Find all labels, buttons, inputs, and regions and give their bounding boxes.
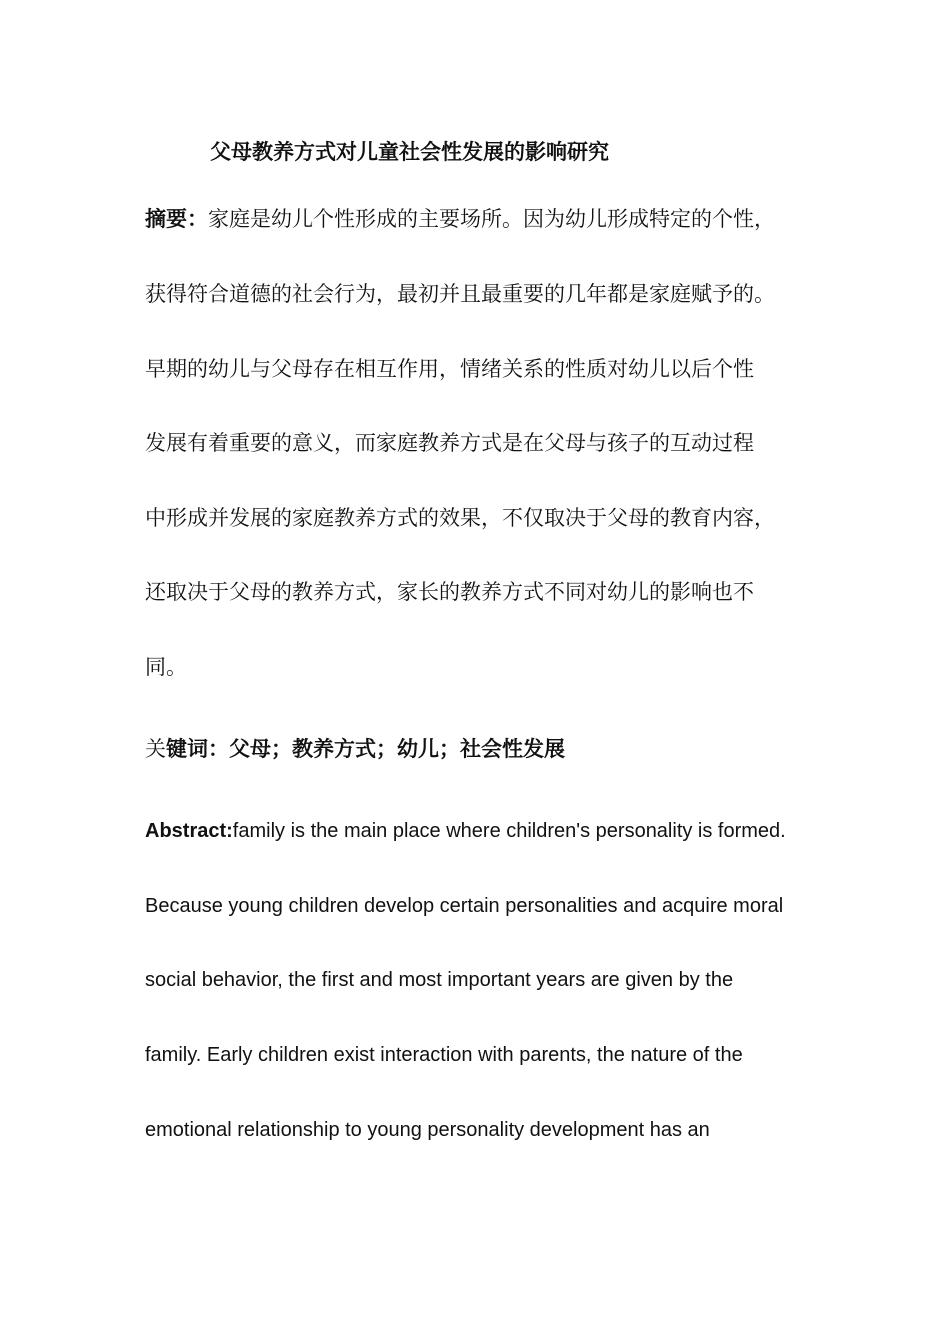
abstract-cn-line-7: 同。 bbox=[145, 655, 187, 679]
abstract-en-line-2: Because young children develop certain personalities and acquire moral bbox=[145, 895, 784, 917]
keywords-text: 父母；教养方式；幼儿；社会性发展 bbox=[229, 736, 565, 761]
abstract-en-line-4: family. Early children exist interaction with parents, the nature of the bbox=[145, 1044, 743, 1066]
abstract-cn-line-5: 中形成并发展的家庭教养方式的效果，不仅取决于父母的教育内容， bbox=[145, 506, 775, 530]
keywords-line bbox=[145, 734, 565, 764]
keywords-label: 键词： bbox=[166, 736, 229, 761]
abstract-cn-line-6: 还取决于父母的教养方式，家长的教养方式不同对幼儿的影响也不 bbox=[145, 580, 754, 604]
abstract-en-line-3: social behavior, the first and most important years are given by the bbox=[145, 969, 734, 991]
abstract-en-text: family is the main place where children's personality is formed. bbox=[232, 820, 786, 842]
document-title: 父母教养方式对儿童社会性发展的影响研究 bbox=[210, 139, 609, 164]
abstract-cn-line-3: 早期的幼儿与父母存在相互作用，情绪关系的性质对幼儿以后个性 bbox=[145, 357, 754, 381]
abstract-en-line-5: emotional relationship to young personality development has an bbox=[145, 1119, 710, 1141]
abstract-cn-line-1 bbox=[145, 204, 775, 234]
abstract-cn-label: 摘要： bbox=[145, 206, 208, 231]
abstract-en-label: Abstract: bbox=[145, 820, 233, 842]
abstract-cn-line-2: 获得符合道德的社会行为，最初并且最重要的几年都是家庭赋予的。 bbox=[145, 282, 775, 306]
abstract-en-line-1 bbox=[145, 816, 786, 846]
abstract-cn-line-4: 发展有着重要的意义，而家庭教养方式是在父母与孩子的互动过程 bbox=[145, 431, 754, 455]
keywords-prefix: 关 bbox=[145, 737, 166, 761]
abstract-cn-text: 家庭是幼儿个性形成的主要场所。因为幼儿形成特定的个性， bbox=[208, 207, 775, 231]
